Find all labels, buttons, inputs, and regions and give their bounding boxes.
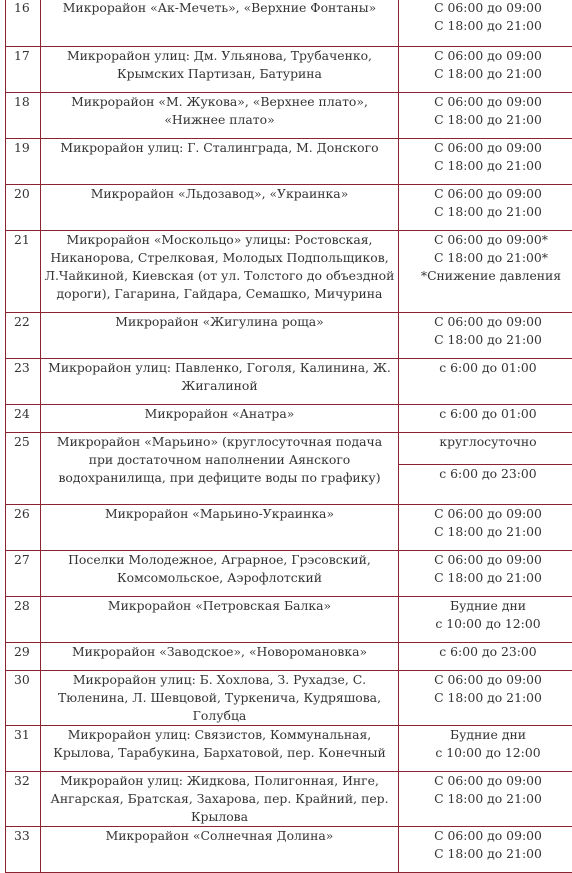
table-row <box>6 139 572 185</box>
time-line: С 18:00 до 21:00 <box>399 157 572 175</box>
supply-time <box>399 772 572 827</box>
supply-time <box>399 47 572 93</box>
time-line: С 18:00 до 21:00 <box>399 203 572 221</box>
district-name: Микрорайон улиц: Павленко, Гоголя, Калинина, Ж. Жигалиной <box>41 359 399 405</box>
time-line: С 18:00 до 21:00 <box>399 523 572 541</box>
row-number: 32 <box>6 772 41 827</box>
table-row <box>6 47 572 93</box>
row-number: 27 <box>6 551 41 597</box>
time-line: С 18:00 до 21:00* <box>405 249 572 267</box>
time-line: С 18:00 до 21:00 <box>399 17 572 35</box>
district-name: Микрорайон «М. Жукова», «Верхнее плато», «Нижнее плато» <box>41 93 399 139</box>
table-body <box>6 0 572 873</box>
district-name: Микрорайон «Ак-Мечеть», «Верхние Фонтаны» <box>41 0 399 47</box>
supply-time <box>399 551 572 597</box>
supply-time <box>399 359 572 405</box>
district-name: Микрорайон «Льдозавод», «Украинка» <box>41 185 399 231</box>
row-number: 33 <box>6 827 41 873</box>
supply-time <box>399 185 572 231</box>
supply-time <box>399 827 572 873</box>
district-name: Микрорайон «Жигулина роща» <box>41 313 399 359</box>
row-number: 18 <box>6 93 41 139</box>
time-line: *Снижение давления <box>405 267 572 285</box>
time-line: С 06:00 до 09:00 <box>399 827 572 845</box>
district-name: Микрорайон «Москольцо» улицы: Ростовская, Никанорова, Стрелковая, Молодых Подпольщиков, Л.Чайкиной, Киевская (от ул. Толстого до объездной дороги), Гагарина, Гайдара, Семашко, Мичурина <box>41 231 399 313</box>
time-line: С 18:00 до 21:00 <box>399 569 572 587</box>
water-schedule-table <box>5 0 572 873</box>
time-line: С 06:00 до 09:00 <box>399 139 572 157</box>
time-line: с 6:00 до 01:00 <box>399 405 572 423</box>
row-number: 20 <box>6 185 41 231</box>
supply-time <box>399 597 572 643</box>
district-name: Микрорайон улиц: Дм. Ульянова, Трубаченко, Крымских Партизан, Батурина <box>41 47 399 93</box>
table-row <box>6 313 572 359</box>
row-number: 26 <box>6 505 41 551</box>
table-row <box>6 0 572 47</box>
district-name: Микрорайон улиц: Б. Хохлова, З. Рухадзе, С. Тюленина, Л. Шевцовой, Туркенича, Кудряшова, Голубца <box>41 671 399 726</box>
row-number: 30 <box>6 671 41 726</box>
table-row <box>6 643 572 671</box>
time-line: С 06:00 до 09:00 <box>399 505 572 523</box>
time-line: С 06:00 до 09:00 <box>399 93 572 111</box>
district-name: Микрорайон улиц: Связистов, Коммунальная, Крылова, Тарабукина, Бархатовой, пер. Конечный <box>41 726 399 772</box>
row-number: 21 <box>6 231 41 313</box>
district-name: Микрорайон улиц: Жидкова, Полигонная, Инге, Ангарская, Братская, Захарова, пер. Крайний, пер. Крылова <box>41 772 399 827</box>
time-line: С 06:00 до 09:00 <box>399 313 572 331</box>
time-line: С 18:00 до 21:00 <box>399 845 572 863</box>
table-row <box>6 359 572 405</box>
supply-time <box>399 93 572 139</box>
row-number: 17 <box>6 47 41 93</box>
district-name: Микрорайон «Марьино» (круглосуточная подача при достаточном наполнении Аянского водохранилища, при дефиците воды по графику) <box>41 433 399 505</box>
district-name: Микрорайон «Марьино-Украинка» <box>41 505 399 551</box>
table-row <box>6 772 572 827</box>
row-number: 29 <box>6 643 41 671</box>
row-number: 23 <box>6 359 41 405</box>
time-line: Будние дни <box>399 597 572 615</box>
time-line: С 18:00 до 21:00 <box>399 689 572 707</box>
table-row <box>6 551 572 597</box>
time-line: с 6:00 до 23:00 <box>399 643 572 661</box>
time-line: с 6:00 до 23:00 <box>399 464 572 483</box>
supply-time <box>399 505 572 551</box>
time-line: С 06:00 до 09:00 <box>399 185 572 203</box>
district-name: Поселки Молодежное, Аграрное, Грэсовский, Комсомольское, Аэрофлотский <box>41 551 399 597</box>
time-line: с 6:00 до 01:00 <box>399 359 572 377</box>
time-line: круглосуточно <box>399 433 572 451</box>
time-line: С 06:00 до 09:00* <box>405 231 572 249</box>
table-row <box>6 726 572 772</box>
supply-time <box>399 671 572 726</box>
time-line: с 10:00 до 12:00 <box>399 615 572 633</box>
district-name: Микрорайон «Петровская Балка» <box>41 597 399 643</box>
supply-time <box>399 0 572 47</box>
table-row <box>6 597 572 643</box>
table-row <box>6 405 572 433</box>
time-line: Будние дни <box>399 726 572 744</box>
time-line: С 18:00 до 21:00 <box>399 331 572 349</box>
row-number: 16 <box>6 0 41 47</box>
row-number: 24 <box>6 405 41 433</box>
row-number: 19 <box>6 139 41 185</box>
supply-time <box>399 139 572 185</box>
time-line: С 06:00 до 09:00 <box>399 671 572 689</box>
district-name: Микрорайон «Анатра» <box>41 405 399 433</box>
time-line: С 06:00 до 09:00 <box>399 551 572 569</box>
table-row <box>6 433 572 505</box>
time-line: С 18:00 до 21:00 <box>399 65 572 83</box>
row-number: 31 <box>6 726 41 772</box>
supply-time <box>399 405 572 433</box>
supply-time <box>399 313 572 359</box>
table-row <box>6 231 572 313</box>
time-line: с 10:00 до 12:00 <box>399 744 572 762</box>
table-row <box>6 93 572 139</box>
time-line: С 06:00 до 09:00 <box>399 47 572 65</box>
time-line: С 06:00 до 09:00 <box>399 772 572 790</box>
table-row <box>6 827 572 873</box>
supply-time <box>399 643 572 671</box>
time-line: С 18:00 до 21:00 <box>399 790 572 808</box>
district-name: Микрорайон «Заводское», «Новоромановка» <box>41 643 399 671</box>
time-line: С 06:00 до 09:00 <box>399 0 572 17</box>
supply-time <box>399 726 572 772</box>
supply-time <box>399 433 572 505</box>
table-row <box>6 185 572 231</box>
time-line: С 18:00 до 21:00 <box>399 111 572 129</box>
row-number: 22 <box>6 313 41 359</box>
district-name: Микрорайон «Солнечная Долина» <box>41 827 399 873</box>
row-number: 28 <box>6 597 41 643</box>
supply-time <box>399 231 572 313</box>
table-row <box>6 505 572 551</box>
district-name: Микрорайон улиц: Г. Сталинграда, М. Донского <box>41 139 399 185</box>
row-number: 25 <box>6 433 41 505</box>
table-row <box>6 671 572 726</box>
